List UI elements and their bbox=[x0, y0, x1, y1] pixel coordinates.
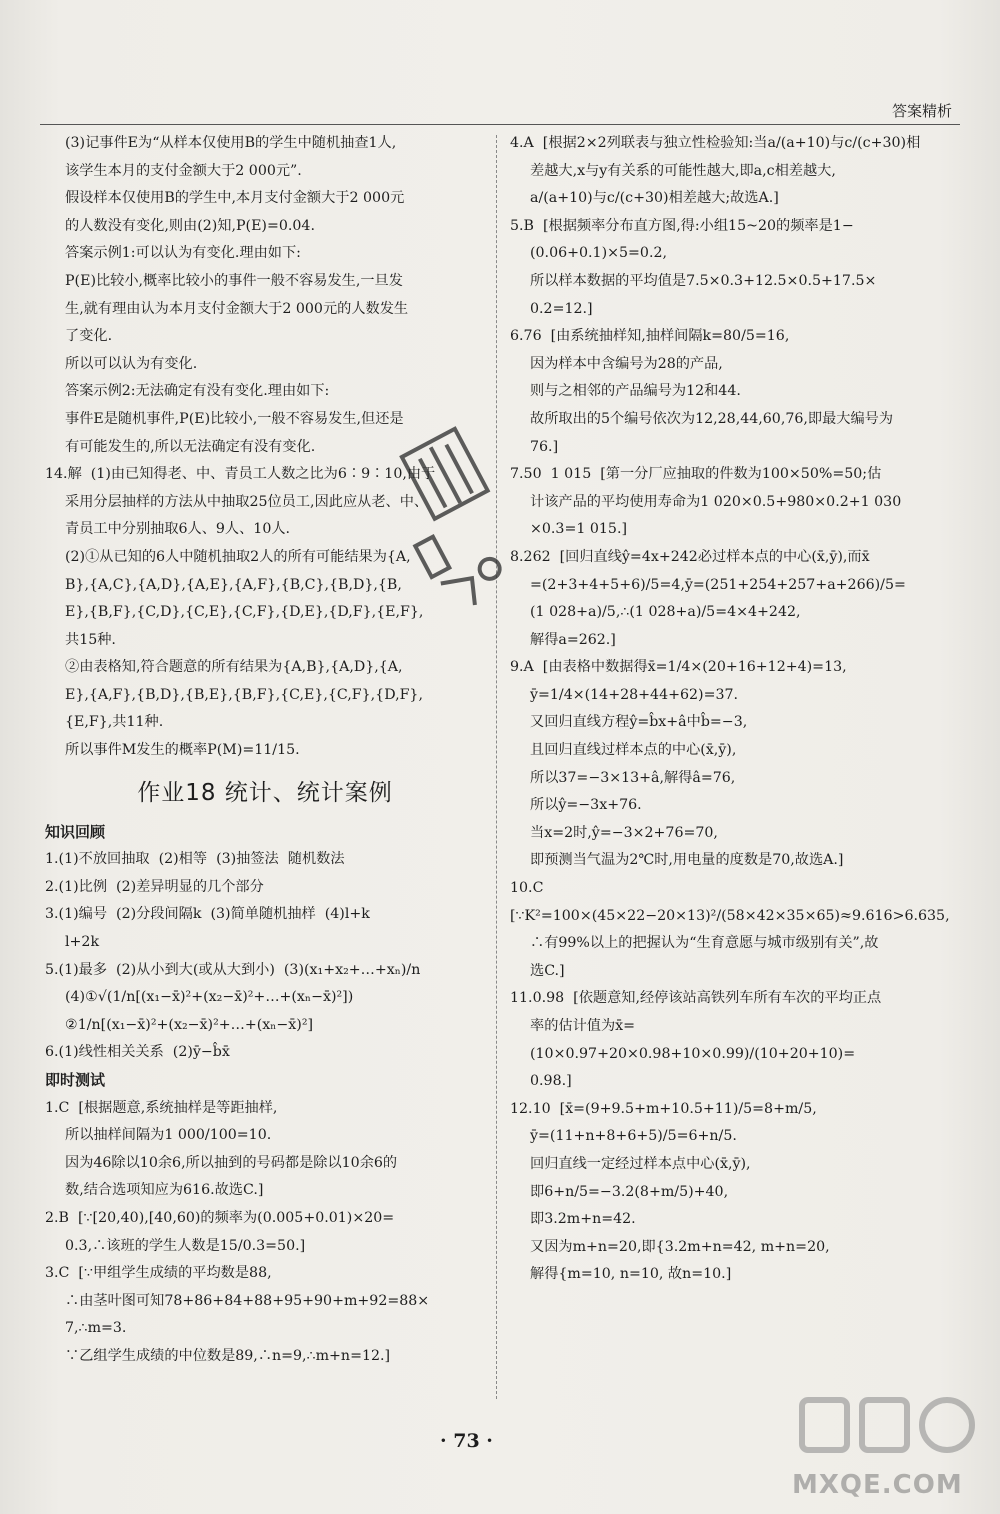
page-header-title: 答案精析 bbox=[891, 102, 952, 120]
text-line: 3.C [∵甲组学生成绩的平均数是88, bbox=[45, 1265, 272, 1282]
text-line: ȳ=(11+n+8+6+5)/5=6+n/5. bbox=[530, 1128, 737, 1145]
text-line: 共15种. bbox=[65, 631, 116, 648]
text-line: (0.06+0.1)×5=0.2, bbox=[530, 245, 667, 262]
text-line: 答案示例2:无法确定有没有变化.理由如下: bbox=[65, 383, 330, 400]
text-line: 事件E是随机事件,P(E)比较小,一般不容易发生,但还是 bbox=[65, 410, 404, 427]
text-line: 当x=2时,ŷ=−3×2+76=70, bbox=[530, 824, 718, 841]
text-line: (3)记事件E为“从样本仅使用B的学生中随机抽查1人, bbox=[65, 135, 397, 151]
text-line: 7,∴m=3. bbox=[65, 1320, 127, 1337]
text-line: 数,结合选项知应为616.故选C.] bbox=[65, 1182, 264, 1199]
text-line: 76.] bbox=[530, 438, 559, 455]
text-line: 0.98.] bbox=[530, 1073, 572, 1090]
text-line: E},{B,F},{C,D},{C,E},{C,F},{D,E},{D,F},{E,F}, bbox=[65, 604, 424, 621]
text-line: 0.2=12.] bbox=[530, 300, 593, 317]
text-line: 3.(1)编号 (2)分段间隔k (3)简单随机抽样 (4)l+k bbox=[45, 906, 370, 923]
watermark-logo-icon bbox=[792, 1390, 982, 1460]
text-line: 10.C [∵K²=100×(45×22−20×13)²/(58×42×35×65)≈9.616>6.635, bbox=[510, 880, 950, 924]
text-line: (4)①√(1/n[(x₁−x̄)²+(x₂−x̄)²+…+(xₙ−x̄)²]) bbox=[65, 989, 354, 1006]
text-line: 差越大,x与y有关系的可能性越大,即a,c相差越大, bbox=[530, 162, 836, 179]
section-title: 作业18 统计、统计案例 bbox=[137, 779, 393, 806]
text-line: 故所取出的5个编号依次为12,28,44,60,76,即最大编号为 bbox=[530, 410, 894, 427]
text-line: 回归直线一定经过样本点中心(x̄,ȳ), bbox=[530, 1155, 751, 1172]
text-line: 的人数没有变化,则由(2)知,P(E)=0.04. bbox=[65, 217, 315, 234]
text-line: 1.(1)不放回抽取 (2)相等 (3)抽签法 随机数法 bbox=[45, 851, 345, 868]
text-line: 解得{m=10, n=10, 故n=10.] bbox=[530, 1266, 732, 1283]
text-line: 所以37=−3×13+â,解得â=76, bbox=[530, 769, 736, 786]
text-line: 8.262 [回归直线ŷ=4x+242必过样本点的中心(x̄,ȳ),而x̄ bbox=[510, 548, 870, 565]
left-column bbox=[45, 130, 485, 1371]
text-line: 14.解 (1)由已知得老、中、青员工人数之比为6∶9∶10,由于 bbox=[45, 466, 436, 483]
text-line: ∴有99%以上的把握认为“生育意愿与城市级别有关”,故 bbox=[530, 935, 879, 952]
text-line: 计该产品的平均使用寿命为1 020×0.5+980×0.2+1 030 bbox=[530, 493, 902, 510]
watermark-logo bbox=[792, 1390, 982, 1500]
text-line: ×0.3=1 015.] bbox=[530, 521, 627, 538]
text-line: ∴由茎叶图可知78+86+84+88+95+90+m+92=88× bbox=[65, 1292, 430, 1309]
text-line: 选C.] bbox=[530, 962, 565, 979]
text-line: 因为样本中含编号为28的产品, bbox=[530, 355, 723, 372]
text-line: 即预测当气温为2℃时,用电量的度数是70,故选A.] bbox=[530, 852, 844, 869]
text-line: a/(a+10)与c/(c+30)相差越大;故选A.] bbox=[530, 190, 779, 207]
text-line: 答案示例1:可以认为有变化.理由如下: bbox=[65, 245, 301, 262]
text-line: ②1/n[(x₁−x̄)²+(x₂−x̄)²+…+(xₙ−x̄)²] bbox=[65, 1016, 314, 1033]
left-part1-block bbox=[45, 130, 485, 461]
text-line: P(E)比较小,概率比较小的事件一般不容易发生,一旦发 bbox=[65, 272, 403, 289]
review-heading: 知识回顾 bbox=[45, 822, 106, 841]
column-divider bbox=[496, 135, 497, 1399]
text-line: 且回归直线过样本点的中心(x̄,ȳ), bbox=[530, 742, 737, 759]
text-line: {E,F},共11种. bbox=[65, 714, 164, 731]
text-line: 所以样本数据的平均值是7.5×0.3+12.5×0.5+17.5× bbox=[530, 272, 877, 289]
text-line: 即3.2m+n=42. bbox=[530, 1211, 636, 1228]
watermark-text: MXQE.COM bbox=[792, 1470, 963, 1500]
text-line: 率的估计值为x̄=(10×0.97+20×0.98+10×0.99)/(10+20+10)= bbox=[530, 1018, 856, 1062]
text-line: (1 028+a)/5,∴(1 028+a)/5=4×4+242, bbox=[530, 604, 801, 621]
text-line: =(2+3+4+5+6)/5=4,ȳ=(251+254+257+a+266)/5= bbox=[530, 576, 906, 593]
text-line: 生,就有理由认为本月支付金额大于2 000元的人数发生 bbox=[65, 300, 409, 317]
text-line: 7.50 1 015 [第一分厂应抽取的件数为100×50%=50;估 bbox=[510, 466, 882, 483]
text-line: 所以抽样间隔为1 000/100=10. bbox=[65, 1127, 272, 1144]
text-line: 该学生本月的支付金额大于2 000元”. bbox=[65, 162, 302, 179]
text-line: 所以ŷ=−3x+76. bbox=[530, 797, 642, 814]
text-line: 所以可以认为有变化. bbox=[65, 355, 198, 372]
test-heading: 即时测试 bbox=[45, 1071, 106, 1089]
text-line: (2)①从已知的6人中随机抽取2人的所有可能结果为{A, bbox=[65, 548, 411, 565]
text-line: 2.B [∵[20,40),[40,60)的频率为(0.005+0.01)×20= bbox=[45, 1209, 395, 1226]
text-line: 2.(1)比例 (2)差异明显的几个部分 bbox=[45, 878, 264, 895]
text-line: 了变化. bbox=[65, 328, 113, 345]
text-line: 6.(1)线性相关关系 (2)ȳ−b̂x̄ bbox=[45, 1044, 230, 1061]
text-line: ȳ=1/4×(14+28+44+62)=37. bbox=[530, 686, 739, 703]
text-line: 5.(1)最多 (2)从小到大(或从大到小) (3)(x₁+x₂+…+xₙ)/n bbox=[45, 961, 421, 978]
text-line: 12.10 [x̄=(9+9.5+m+10.5+11)/5=8+m/5, bbox=[510, 1100, 817, 1117]
header-rule bbox=[40, 124, 960, 125]
text-line: 4.A [根据2×2列联表与独立性检验知:当a/(a+10)与c/(c+30)相 bbox=[510, 135, 921, 151]
text-line: 因为46除以10余6,所以抽到的号码都是除以10余6的 bbox=[65, 1154, 398, 1171]
text-line: 有可能发生的,所以无法确定有没有变化. bbox=[65, 438, 316, 455]
text-line: E},{A,F},{B,D},{B,E},{B,F},{C,E},{C,F},{D,F}, bbox=[65, 686, 423, 703]
text-line: 5.B [根据频率分布直方图,得:小组15~20的频率是1− bbox=[510, 217, 854, 234]
text-line: 解得a=262.] bbox=[530, 631, 616, 648]
text-line: 又回归直线方程ŷ=b̂x+â中b̂=−3, bbox=[530, 714, 748, 731]
text-line: 则与之相邻的产品编号为12和44. bbox=[530, 383, 741, 400]
text-line: 9.A [由表格中数据得x̄=1/4×(20+16+12+4)=13, bbox=[510, 659, 847, 676]
text-line: 6.76 [由系统抽样知,抽样间隔k=80/5=16, bbox=[510, 328, 790, 345]
text-line: 假设样本仅使用B的学生中,本月支付金额大于2 000元 bbox=[65, 190, 405, 207]
page-number: · 73 · bbox=[440, 1430, 493, 1452]
text-line: 青员工中分别抽取6人、9人、10人. bbox=[65, 521, 291, 538]
text-line: 即6+n/5=−3.2(8+m/5)+40, bbox=[530, 1183, 729, 1200]
text-line: ∵乙组学生成绩的中位数是89,∴n=9,∴m+n=12.] bbox=[65, 1347, 391, 1364]
right-column bbox=[510, 130, 955, 1289]
text-line: 0.3,∴该班的学生人数是15/0.3=50.] bbox=[65, 1237, 306, 1254]
text-line: 所以事件M发生的概率P(M)=11/15. bbox=[65, 742, 300, 759]
text-line: 采用分层抽样的方法从中抽取25位员工,因此应从老、中、 bbox=[65, 493, 429, 510]
text-line: B},{A,C},{A,D},{A,E},{A,F},{B,C},{B,D},{B, bbox=[65, 576, 402, 593]
text-line: 11.0.98 [依题意知,经停该站高铁列车所有车次的平均正点 bbox=[510, 990, 882, 1007]
text-line: l+2k bbox=[65, 934, 100, 951]
text-line: 1.C [根据题意,系统抽样是等距抽样, bbox=[45, 1099, 278, 1116]
text-line: ②由表格知,符合题意的所有结果为{A,B},{A,D},{A, bbox=[65, 659, 403, 676]
text-line: 又因为m+n=20,即{3.2m+n=42, m+n=20, bbox=[530, 1238, 830, 1255]
